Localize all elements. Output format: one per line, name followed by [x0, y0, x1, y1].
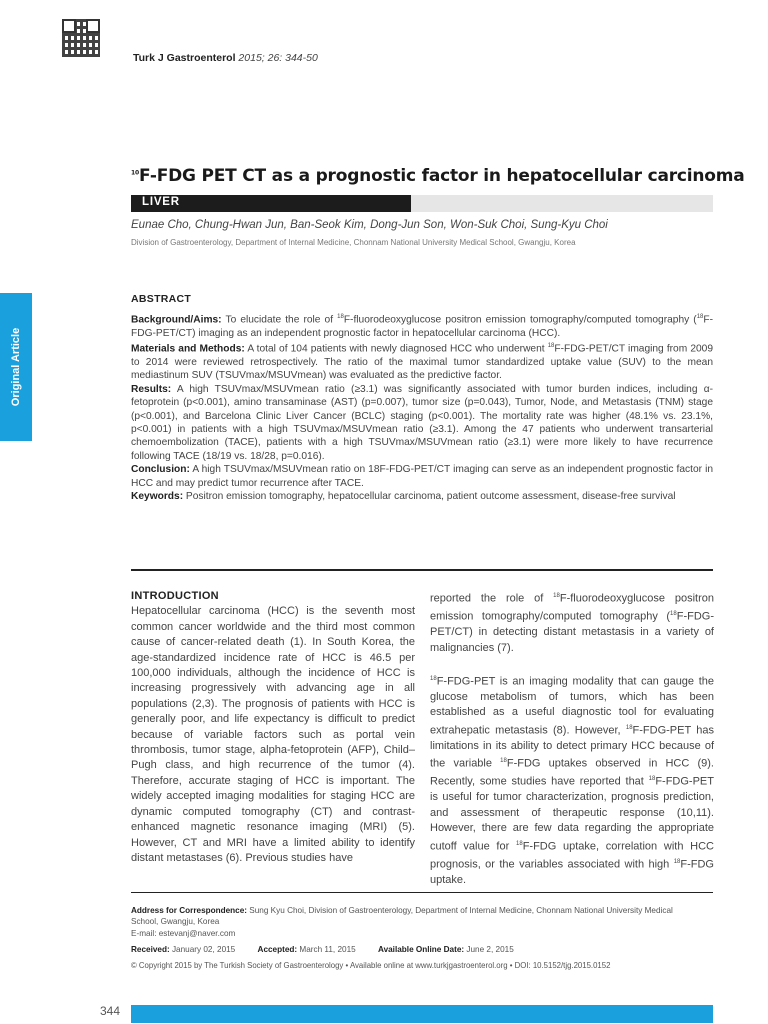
superscript: 18	[648, 776, 656, 783]
background-label: Background/Aims:	[131, 314, 222, 326]
introduction-heading: INTRODUCTION	[131, 590, 219, 602]
affiliation: Division of Gastroenterology, Department of Internal Medicine, Chonnam National University Medical School, Gwangju, Korea	[131, 238, 576, 247]
abstract-methods	[131, 340, 713, 383]
email-link[interactable]: E-mail: estevanj@naver.com	[131, 928, 236, 938]
journal-citation	[133, 52, 318, 64]
abstract-body	[131, 311, 713, 503]
online-date: June 2, 2015	[464, 945, 514, 954]
keywords-label: Keywords:	[131, 491, 184, 503]
accepted-date: March 11, 2015	[297, 945, 356, 954]
abstract-background	[131, 311, 713, 340]
methods-text: A total of 104 patients with newly diagnosed HCC who underwent	[244, 343, 548, 355]
superscript: 18	[500, 758, 507, 765]
journal-name: Turk J Gastroenterol	[133, 52, 236, 64]
footer-bar	[131, 1005, 713, 1023]
text: F-FDG-PET is an imaging modality that can gauge the glucose metabolism of tumors, which has been established as a useful diagnostic tool for evaluating extrahepatic metastasis (8). However,	[430, 675, 714, 737]
superscript: 18	[547, 343, 555, 350]
column-left	[131, 589, 415, 866]
accepted-label: Accepted:	[257, 945, 298, 954]
correspondence-label: Address for Correspondence:	[131, 906, 248, 915]
superscript: 18	[696, 314, 704, 320]
article-dates	[131, 945, 514, 954]
footer-divider	[131, 892, 713, 893]
results-text: A high TSUVmax/MSUVmean ratio (≥3.1) was significantly associated with tumor burden indices, including α-fetoprotein (p<0.001), amino transaminase (AST) (p=0.007), tumor size (p=0.043), Tumor, Node, and Metastasis (TNM) stage (p<0.001), and Barcelona Clinic Liver Cancer (BCLC) staging (p<0.001). The mortality rate was higher (48.1% vs. 23.1%, p<0.001) in patients with a high TSUVmax/MSUVmean ratio (≥3.1). Among the 47 patients who underwent transarterial chemoembolization (TACE), patients with a high TSUVmax/MSUVmean ratio (≥3.1) were more likely to have recurrence following TACE (18/19 vs. 18/28, p=0.016).	[131, 383, 713, 462]
results-label: Results:	[131, 383, 172, 395]
correspondence	[131, 905, 701, 939]
text: F-FDG-PET is useful for tumor characterization, prognosis prediction, and assessment of therapeutic response (10,11). However, there are few data regarding the appropriate cutoff value for	[430, 776, 714, 853]
abstract-conclusion	[131, 463, 713, 490]
online-label: Available Online Date:	[377, 945, 465, 954]
text: F-FDG uptake.	[430, 858, 714, 886]
text: F-FDG uptake, correlation with HCC prognosis, or the variables associated with high	[430, 840, 714, 871]
qr-code-icon	[62, 19, 100, 57]
background-text: F-FDG-PET/CT) imaging as an independent prognostic factor in hepatocellular carcinoma (HCC).	[131, 314, 713, 339]
paragraph	[430, 672, 714, 888]
superscript: 18	[673, 858, 681, 865]
paragraph	[430, 589, 714, 656]
text: F-FDG-PET has limitations in its ability to detect primary HCC because of the variable	[430, 724, 714, 770]
divider	[131, 569, 713, 571]
methods-text: F-FDG-PET/CT imaging from 2009 to 2014 were reviewed retrospectively. The ratio of the maximal tumor standardized uptake value (SUV) to the mean mediastinum SUV (TSUVmax/MSUVmean) was evaluated as the predictive factor.	[131, 343, 713, 382]
superscript: 18	[337, 314, 344, 320]
background-text: To elucidate the role of	[221, 314, 338, 326]
superscript: 18	[670, 611, 677, 618]
text: F-FDG-PET/CT) in detecting distant metastasis in a variety of malignancies (7).	[430, 610, 714, 654]
received-label: Received:	[131, 945, 170, 954]
text: F-FDG uptakes observed in HCC (9). Recently, some studies have reported that	[430, 757, 714, 788]
superscript: 18	[625, 724, 633, 731]
superscript: 18	[516, 840, 523, 847]
author-list: Eunae Cho, Chung-Hwan Jun, Ban-Seok Kim, Dong-Jun Son, Won-Suk Choi, Sung-Kyu Choi	[131, 219, 608, 231]
conclusion-text: A high TSUVmax/MSUVmean ratio on 18F-FDG-PET/CT imaging can serve as an independent prognostic factor in HCC and may predict tumor recurrence after TACE.	[131, 464, 713, 489]
text: F-fluorodeoxyglucose positron emission tomography/computed tomography (	[430, 592, 714, 623]
abstract-results	[131, 383, 713, 463]
article-type-tab	[0, 293, 32, 441]
journal-issue: 2015; 26: 344-50	[238, 52, 318, 64]
methods-label: Materials and Methods:	[131, 343, 245, 355]
conclusion-label: Conclusion:	[131, 464, 190, 476]
section-label: LIVER	[142, 196, 180, 208]
article-title	[131, 166, 745, 186]
keywords-text: Positron emission tomography, hepatocellular carcinoma, patient outcome assessment, disease-free survival	[183, 491, 676, 503]
title-superscript: 10	[131, 169, 139, 177]
text: reported the role of	[430, 592, 554, 605]
article-type-label: Original Article	[10, 327, 22, 407]
superscript: 18	[553, 593, 560, 599]
correspondence-text: Sung Kyu Choi, Division of Gastroenterology, Department of Internal Medicine, Chonnam National University Medical School, Gwangju, Korea	[131, 906, 673, 927]
superscript: 18	[430, 675, 437, 682]
column-right	[430, 589, 714, 888]
abstract-heading: ABSTRACT	[131, 293, 192, 305]
copyright-line: © Copyright 2015 by The Turkish Society of Gastroenterology • Available online at www.turkjgastroenterol.org • DOI: 10.5152/tjg.2015.0152	[131, 961, 611, 970]
paragraph: Hepatocellular carcinoma (HCC) is the seventh most common cancer worldwide and the third most common cause of cancer-related death (1). In South Korea, the age-standardized incidence rate of HCC is 46.5 per 100,000 individuals, although the incidence of HCC is increasing progressively with advancing age in all populations (2,3). The prognosis of patients with HCC is generally poor, and life expectancy is difficult to predict because of variable factors such as portal vein thrombosis, tumor stage, alpha-fetoprotein (AFP), Child–Pugh class, and high recurrence of the tumor (4). Therefore, accurate staging of HCC is important. The widely accepted imaging modalities for staging HCC are dynamic computed tomography (CT) and contrast-enhanced magnetic resonance imaging (MRI) (5). However, CT and MRI have a limited ability to identify distant metastases (6). Previous studies have	[131, 605, 415, 864]
received-date: January 02, 2015	[169, 945, 236, 954]
section-bar	[131, 195, 713, 212]
abstract-keywords	[131, 490, 713, 503]
background-text: F-fluorodeoxyglucose positron emission tomography/computed tomography (	[343, 314, 697, 326]
page-number: 344	[100, 1004, 121, 1018]
title-text: F-FDG PET CT as a prognostic factor in hepatocellular carcinoma	[138, 166, 745, 186]
